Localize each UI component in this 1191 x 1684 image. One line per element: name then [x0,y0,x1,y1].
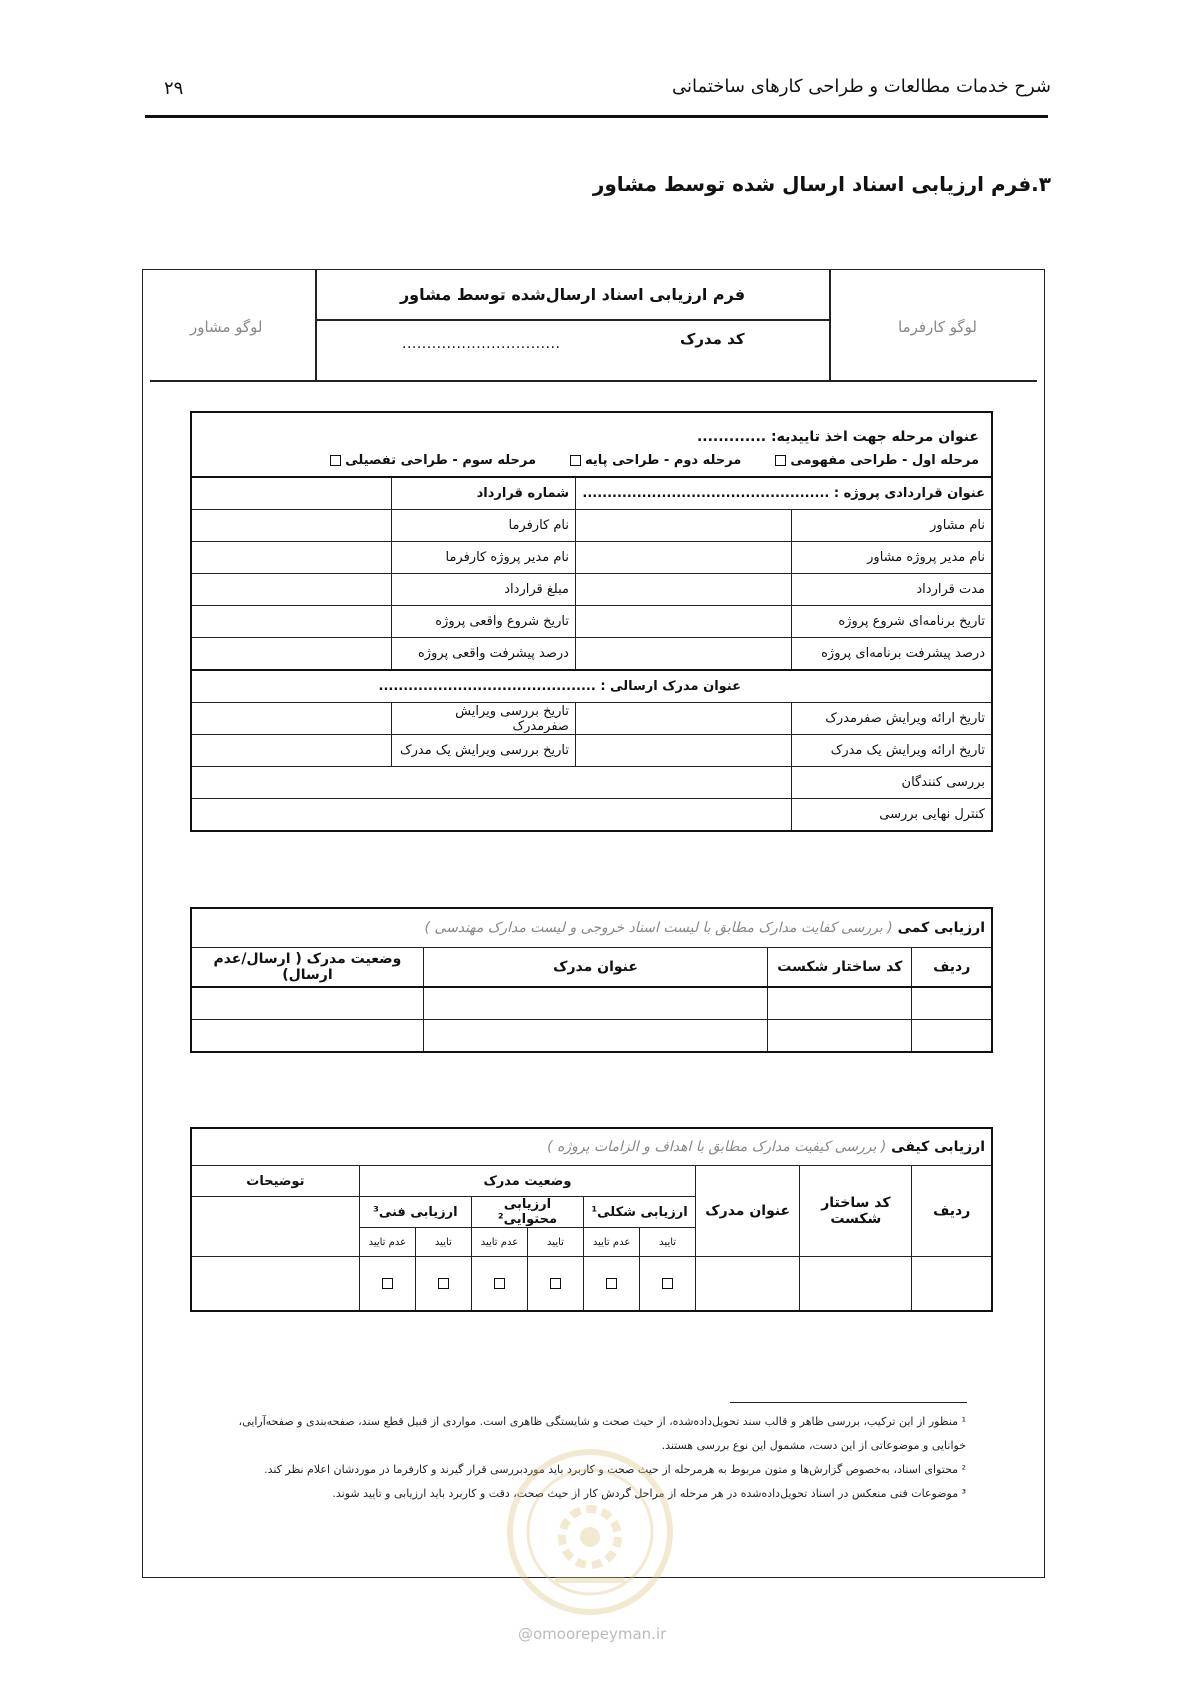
approve-label: تایید [527,1228,583,1257]
table-cell[interactable] [423,1020,767,1053]
form-title: فرم ارزیابی اسناد ارسال‌شده توسط مشاور [399,285,746,304]
field-value[interactable] [575,703,791,735]
column-header: توضیحات [191,1166,359,1197]
field-value[interactable] [575,606,791,638]
checkbox-icon[interactable] [438,1278,449,1289]
section-heading: ۳.فرم ارزیابی اسناد ارسال شده توسط مشاور [592,172,1051,196]
client-logo-placeholder: لوگو کارفرما [898,318,977,336]
field-value[interactable] [575,510,791,542]
table-cell[interactable] [191,1020,423,1053]
column-header: کد ساختار شکست [800,1166,912,1257]
table-cell[interactable] [191,987,423,1020]
doc-code-field[interactable]: ................................ [402,336,561,352]
reviewers-value[interactable] [191,767,792,799]
field-value[interactable] [575,542,791,574]
table-cell[interactable] [912,1257,992,1312]
quantitative-evaluation-table [190,907,993,1053]
field-value[interactable] [191,606,391,638]
table-row [191,1257,992,1312]
field-label: کنترل نهایی بررسی [792,799,992,832]
field-label: درصد پیشرفت واقعی پروژه [391,638,575,671]
table-row [191,987,992,1020]
running-title: شرح خدمات مطالعات و طراحی کارهای ساختمانی [671,76,1051,97]
group-header: ارزیابی محتوایی² [471,1197,583,1228]
qualitative-title: ارزیابی کیفی ( بررسی کیفیت مدارک مطابق با اهداف و الزامات پروژه ) [191,1128,992,1166]
approve-label: تایید [640,1228,696,1257]
reject-label: عدم تایید [471,1228,527,1257]
project-info-table [190,411,993,832]
table-cell[interactable] [912,1020,992,1053]
table-row [191,1020,992,1053]
field-label: تاریخ ارائه ویرایش یک مدرک [792,735,992,767]
quantitative-title: ارزیابی کمی ( بررسی کفایت مدارک مطابق با لیست اسناد خروجی و لیست مدارک مهندسی ) [191,908,992,948]
field-value[interactable] [575,735,791,767]
checkbox-icon[interactable] [382,1278,393,1289]
reject-label: عدم تایید [359,1228,415,1257]
page-number: ۲۹ [164,78,184,99]
table-cell[interactable] [696,1257,800,1312]
qualitative-evaluation-table [190,1127,993,1312]
field-label: نام مدیر پروژه کارفرما [391,542,575,574]
checkbox-icon[interactable] [662,1278,673,1289]
column-header: وضعیت مدرک ( ارسال/عدم ارسال) [191,948,423,988]
field-label: نام کارفرما [391,510,575,542]
checkbox-icon[interactable] [494,1278,505,1289]
checkbox-icon[interactable] [606,1278,617,1289]
field-label: نام مدیر پروژه مشاور [792,542,992,574]
field-label: تاریخ بررسی ویرایش صفرمدرک [391,703,575,735]
group-header: ارزیابی فنی³ [359,1197,471,1228]
field-value[interactable] [191,735,391,767]
table-cell[interactable] [768,1020,912,1053]
group-header: ارزیابی شکلی¹ [584,1197,696,1228]
field-label: نام مشاور [792,510,992,542]
checkbox-icon[interactable] [330,455,341,466]
reject-label: عدم تایید [584,1228,640,1257]
field-value[interactable] [575,638,791,671]
column-header: وضعیت مدرک [359,1166,695,1197]
stage-option-3[interactable]: مرحله سوم - طراحی تفصیلی [326,453,536,468]
field-label: درصد پیشرفت برنامه‌ای پروژه [792,638,992,671]
stage-option-1[interactable]: مرحله اول - طراحی مفهومی [771,453,979,468]
final-check-value[interactable] [191,799,792,832]
submitted-doc-title: عنوان مدرک ارسالی : ............................................ [191,670,992,703]
column-header: عنوان مدرک [696,1166,800,1257]
field-value[interactable] [191,510,391,542]
field-label: مبلغ قرارداد [391,574,575,606]
field-value[interactable] [191,542,391,574]
footnote-rule [730,1402,967,1403]
watermark-url: @omoorepeyman.ir [518,1625,667,1643]
stage-section [191,412,992,477]
field-label: تاریخ ارائه ویرایش صفرمدرک [792,703,992,735]
field-value[interactable] [191,638,391,671]
table-cell[interactable] [800,1257,912,1312]
column-header: ردیف [912,1166,992,1257]
field-value[interactable] [191,574,391,606]
field-label: تاریخ بررسی ویرایش یک مدرک [391,735,575,767]
checkbox-icon[interactable] [550,1278,561,1289]
watermark-seal-icon [500,1442,680,1622]
stage-title: عنوان مرحله جهت اخذ تاییدیه: ............. [696,429,979,445]
table-cell[interactable] [912,987,992,1020]
checkbox-icon[interactable] [775,455,786,466]
form-title-divider [315,319,830,321]
checkbox-icon[interactable] [570,455,581,466]
consultant-logo-placeholder: لوگو مشاور [190,318,263,336]
field-label: تاریخ برنامه‌ای شروع پروژه [792,606,992,638]
approve-label: تایید [415,1228,471,1257]
field-value[interactable] [575,574,791,606]
header-rule [145,115,1048,118]
notes-cell[interactable] [191,1257,359,1312]
stage-option-2[interactable]: مرحله دوم - طراحی پایه [566,453,741,468]
contract-number-value[interactable] [191,477,391,510]
column-header: عنوان مدرک [423,948,767,988]
table-cell[interactable] [423,987,767,1020]
field-label: مدت قرارداد [792,574,992,606]
column-header: ردیف [912,948,992,988]
notes-header-cell [191,1197,359,1257]
footnote: ¹ منظور از این ترکیب، بررسی ظاهر و قالب سند تحویل‌داده‌شده، از حیث صحت و شایستگی ظاهری است. مواردی از قبیل قطع سند، صفحه‌بندی و صفحه‌آرایی، [238,1415,966,1428]
table-cell[interactable] [768,987,912,1020]
column-header: کد ساختار شکست [768,948,912,988]
field-label: بررسی کنندگان [792,767,992,799]
footnote: خوانایی و موضوعاتی از این دست، مشمول این نوع بررسی هستند. [661,1439,966,1452]
footnote: ² محتوای اسناد، به‌خصوص گزارش‌ها و متون مربوط به هرمرحله از حیث صحت و کاربرد باید موردبررسی قرار گیرند و کارفرما در موردشان اعلام نظر کند. [264,1463,966,1476]
project-contract-title: عنوان قراردادی پروژه : .................................................. [575,477,992,510]
footnote: ³ موضوعات فنی منعکس در اسناد تحویل‌داده‌شده در هر مرحله از مراحل گردش کار از حیث صحت، دقت و کاربرد باید ارزیابی و تایید شوند. [332,1487,966,1500]
form-header-divider [150,380,1037,382]
field-value[interactable] [191,703,391,735]
doc-code-label: کد مدرک [680,330,745,348]
field-label: تاریخ شروع واقعی پروژه [391,606,575,638]
contract-number-label: شماره قرارداد [391,477,575,510]
